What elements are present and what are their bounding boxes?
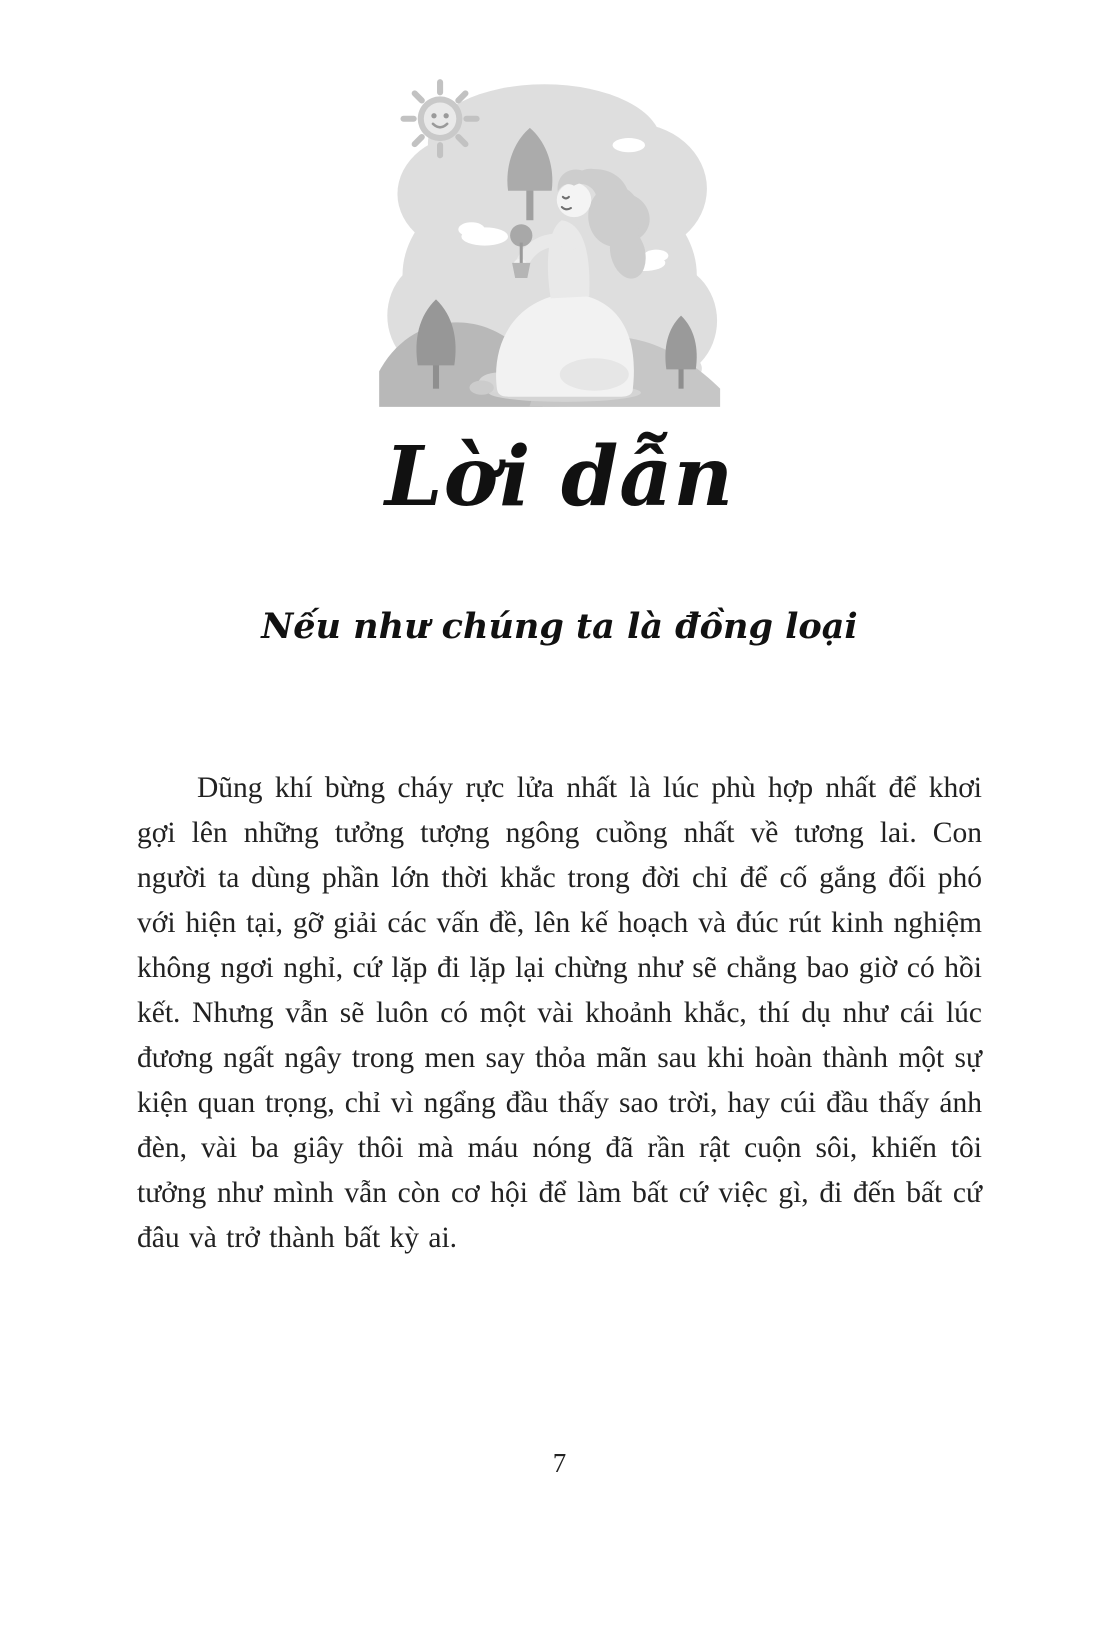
body-paragraph: Dũng khí bừng cháy rực lửa nhất là lúc phù hợp nhất để khơi gợi lên những tưởng tượng ngông cuồng nhất về tương lai. Con người ta dùng phần lớn thời khắc trong đời chỉ để cố gắng đối phó với hiện tại, gỡ giải các vấn đề, lên kế hoạch và đúc rút kinh nghiệm không ngơi nghỉ, cứ lặp đi lặp lại chừng như sẽ chẳng bao giờ có hồi kết. Nhưng vẫn sẽ luôn có một vài khoảnh khắc, thí dụ như cái lúc đương ngất ngây trong men say thỏa mãn sau khi hoàn thành một sự kiện quan trọng, chỉ vì ngẩng đầu thấy sao trời, hay cúi đầu thấy ánh đèn, vài ba giây thôi mà máu nóng đã rần rật cuộn sôi, khiến tôi tưởng như mình vẫn còn cơ hội để làm bất cứ việc gì, đi đến bất cứ đâu và trở thành bất kỳ ai.	[137, 771, 982, 1254]
sun-icon	[403, 82, 476, 155]
illustration-svg	[377, 72, 722, 407]
woman-kneeling-planting-sapling-illustration	[377, 72, 722, 407]
page-number: 7	[552, 1448, 567, 1478]
chapter-subtitle: Nếu như chúng ta là đồng loại	[261, 606, 858, 647]
chapter-title: Lời dẫn	[384, 429, 735, 525]
